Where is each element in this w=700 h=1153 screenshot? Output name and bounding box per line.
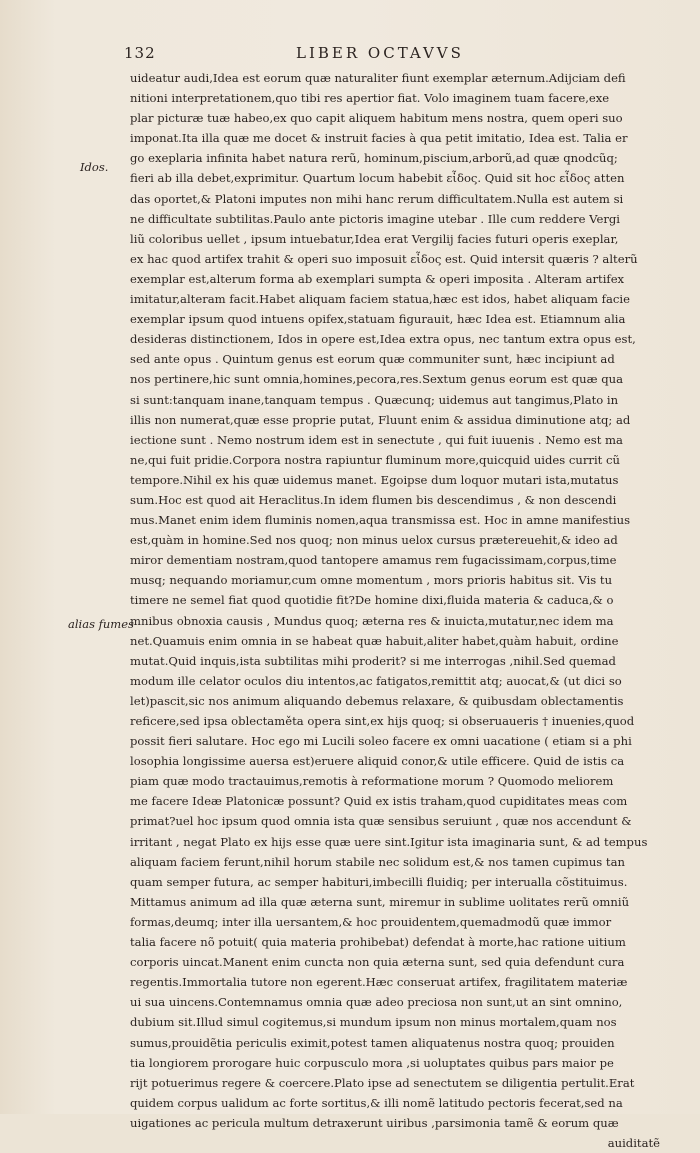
text-line: Mittamus animum ad illa quæ æterna sunt, miremur in sublime uolitates rerũ omniũ bbox=[130, 894, 630, 909]
text-line: musq; nequando moriamur,cum omne momentum , mors prioris habitus sit. Vis tu bbox=[130, 573, 613, 588]
text-line: mus.Manet enim idem fluminis nomen,aqua transmissa est. Hoc in amne manifestius bbox=[130, 513, 631, 528]
text-line: auiditatẽ bbox=[607, 1135, 660, 1150]
margin-note: alias fumes bbox=[68, 617, 134, 631]
text-line: quam semper futura, ac semper habituri,imbecilli fluidiq; per interualla cõstituimus. bbox=[130, 874, 628, 889]
page-header bbox=[124, 44, 684, 66]
text-line: tempore.Nihil ex his quæ uidemus manet. Egoipse dum loquor mutari ista,mutatus bbox=[130, 472, 619, 487]
text-line: nos pertinere,hic sunt omnia,homines,pecora,res.Sextum genus eorum est quæ qua bbox=[130, 372, 624, 387]
text-line: miror dementiam nostram,quod tantopere amamus rem fugacissimam,corpus,time bbox=[130, 553, 617, 568]
text-line: fieri ab illa debet,exprimitur. Quartum locum habebit εἶδος. Quid sit hoc εἶδος atten bbox=[130, 171, 625, 186]
text-line: quidem corpus ualidum ac forte sortitus,& illi nomẽ latitudo pectoris fecerat,sed na bbox=[130, 1095, 623, 1110]
text-line: piam quæ modo tractauimus,remotis à reformatione morum ? Quomodo meliorem bbox=[130, 774, 614, 789]
text-line: regentis.Immortalia tutore non egerent.Hæc conseruat artifex, fragilitatem materiæ bbox=[130, 975, 628, 990]
text-line: modum ille celator oculos diu intentos,ac fatigatos,remittit atq; auocat,& (ut dici so bbox=[130, 673, 622, 688]
text-line: sum.Hoc est quod ait Heraclitus.In idem flumen bis descendimus , & non descendi bbox=[130, 492, 617, 507]
text-line: corporis uincat.Manent enim cuncta non quia æterna sunt, sed quia defendunt cura bbox=[130, 955, 625, 970]
text-line: losophia longissime auersa est)eruere aliquid conor,& utile efficere. Quid de istis ca bbox=[130, 754, 625, 769]
text-line: tia longiorem prorogare huic corpusculo mora ,si uoluptates quibus pars maior pe bbox=[130, 1055, 614, 1070]
text-line: mnibus obnoxia causis , Mundus quoq; æterna res & inuicta,mutatur,nec idem ma bbox=[130, 613, 614, 628]
text-line: exemplar ipsum quod intuens opifex,statuam figurauit, hæc Idea est. Etiamnum alia bbox=[130, 312, 626, 327]
text-line: iectione sunt . Nemo nostrum idem est in senectute , qui fuit iuuenis . Nemo est ma bbox=[130, 432, 623, 447]
text-line: imitatur,alteram facit.Habet aliquam faciem statua,hæc est idos, habet aliquam facie bbox=[130, 292, 630, 307]
text-line: mutat.Quid inquis,ista subtilitas mihi proderit? si me interrogas ,nihil.Sed quemad bbox=[130, 653, 616, 668]
text-line: sumus,prouidẽtia periculis eximit,potest tamen aliquatenus nostra quoq; prouiden bbox=[130, 1035, 615, 1050]
text-line: me facere Ideæ Platonicæ possunt? Quid ex istis traham,quod cupiditates meas com bbox=[130, 794, 628, 809]
text-line: uigationes ac pericula multum detraxerunt uiribus ,parsimonia tamẽ & eorum quæ bbox=[130, 1115, 619, 1130]
text-line: ne difficultate subtilitas.Paulo ante pictoris imagine utebar . Ille cum reddere Vergi bbox=[130, 211, 621, 226]
text-line: talia facere nõ potuit( quia materia prohibebat) defendat à morte,hac ratione uitium bbox=[130, 935, 626, 950]
text-line: rijt potuerimus regere & coercere.Plato ipse ad senectutem se diligentia pertulit.Erat bbox=[130, 1075, 635, 1090]
text-line: desideras distinctionem, Idos in opere est,Idea extra opus, nec tantum extra opus est, bbox=[130, 332, 636, 347]
text-line: primat?uel hoc ipsum quod omnia ista quæ sensibus seruiunt , quæ nos accendunt & bbox=[130, 814, 632, 829]
text-line: nitioni interpretationem,quo tibi res apertior fiat. Volo imaginem tuam facere,exe bbox=[130, 91, 610, 106]
folio-number: 132 bbox=[124, 44, 156, 62]
margin-note: Idos. bbox=[80, 160, 109, 174]
text-line: exemplar est,alterum forma ab exemplari sumpta & operi imposita . Alteram artifex bbox=[130, 271, 625, 286]
text-line: liũ coloribus uellet , ipsum intuebatur,Idea erat Vergilij facies futuri operis exeplar, bbox=[130, 231, 619, 246]
text-line: plar picturæ tuæ habeo,ex quo capit aliquem habitum mens nostra, quem operi suo bbox=[130, 111, 623, 126]
text-line: das oportet,& Platoni imputes non mihi hanc rerum difficultatem.Nulla est autem si bbox=[130, 191, 624, 206]
text-line: imponat.Ita illa quæ me docet & instruit facies à qua petit imitatio, Idea est. Talia er bbox=[130, 131, 628, 146]
text-line: irritant , negat Plato ex hijs esse quæ uere sint.Igitur ista imaginaria sunt, & ad tempus bbox=[130, 834, 648, 849]
text-line: go exeplaria infinita habet natura rerũ, hominum,piscium,arborũ,ad quæ qnodcũq; bbox=[130, 151, 618, 166]
text-line: ui sua uincens.Contemnamus omnia quæ adeo preciosa non sunt,ut an sint omnino, bbox=[130, 995, 623, 1010]
text-line: illis non numerat,quæ esse proprie putat, Fluunt enim & assidua diminutione atq; ad bbox=[130, 412, 631, 427]
text-line: let)pascit,sic nos animum aliquando debemus relaxare, & quibusdam oblectamentis bbox=[130, 693, 624, 708]
text-line: ex hac quod artifex trahit & operi suo imposuit εἶδος est. Quid intersit quæris ? alterũ bbox=[130, 251, 638, 266]
text-line: uideatur audi,Idea est eorum quæ naturaliter fiunt exemplar æternum.Adijciam defi bbox=[130, 71, 626, 85]
text-line: possit fieri salutare. Hoc ego mi Lucili soleo facere ex omni uacatione ( etiam si a phi bbox=[130, 734, 632, 749]
text-line: aliquam faciem ferunt,nihil horum stabile nec solidum est,& nos tamen cupimus tan bbox=[130, 854, 625, 869]
text-line: sed ante opus . Quintum genus est eorum quæ communiter sunt, hæc incipiunt ad bbox=[130, 352, 615, 367]
text-line: reficere,sed ipsa oblectaměta opera sint,ex hijs quoq; si obseruaueris † inuenies,quod bbox=[130, 714, 635, 728]
text-line: formas,deumq; inter illa uersantem,& hoc prouidentem,quemadmodũ quæ immor bbox=[130, 914, 612, 929]
text-line: si sunt:tanquam inane,tanquam tempus . Quæcunq; uidemus aut tangimus,Plato in bbox=[130, 392, 619, 407]
running-title: LIBER OCTAVVS bbox=[296, 44, 464, 62]
text-line: dubium sit.Illud simul cogitemus,si mundum ipsum non minus mortalem,quam nos bbox=[130, 1015, 617, 1030]
text-line: timere ne semel fiat quod quotidie fit?De homine dixi,fluida materia & caduca,& o bbox=[130, 593, 614, 608]
text-line: ne,qui fuit pridie.Corpora nostra rapiuntur fluminum more,quicquid uides currit cũ bbox=[130, 452, 620, 467]
text-line: est,quàm in homine.Sed nos quoq; non minus uelox cursus prætereuehit,& ideo ad bbox=[130, 533, 618, 548]
text-line: net.Quamuis enim omnia in se habeat quæ habuit,aliter habet,quàm habuit, ordine bbox=[130, 633, 619, 648]
text-block bbox=[130, 68, 670, 1153]
